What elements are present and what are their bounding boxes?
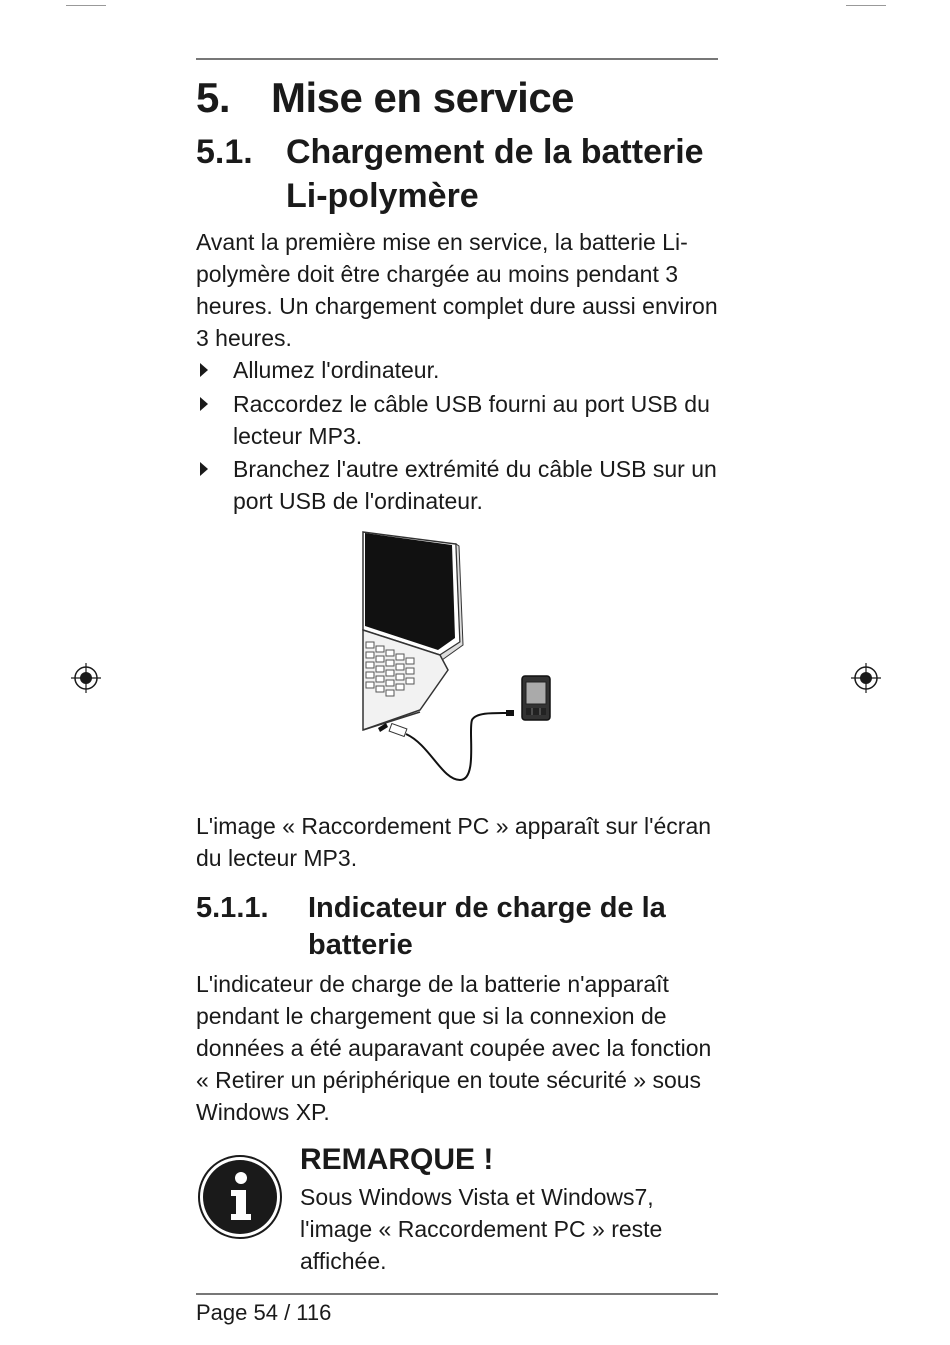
step-text: Raccordez le câble USB fourni au port USB du lecteur MP3. <box>233 390 710 449</box>
laptop-usb-connection-illustration <box>360 530 560 790</box>
crop-mark <box>66 5 106 6</box>
subsection-number: 5.1. <box>196 133 253 171</box>
top-rule <box>196 58 718 60</box>
intro-paragraph: Avant la première mise en service, la batterie Li-polymère doit être chargée au moins pendant 3 heures. Un chargement complet dure aussi environ 3 heures. <box>196 229 718 351</box>
crop-mark <box>846 5 886 6</box>
bottom-rule <box>196 1293 718 1295</box>
info-icon <box>197 1154 283 1240</box>
note-text: Sous Windows Vista et Windows7, l'image « Raccordement PC » reste affichée. <box>300 1184 663 1274</box>
section-title: Mise en service <box>271 74 575 121</box>
subsubsection-number: 5.1.1. <box>196 892 269 924</box>
list-item <box>196 354 718 386</box>
list-item <box>196 453 718 517</box>
step-text: Allumez l'ordinateur. <box>233 357 440 383</box>
bullet-arrow-icon <box>200 462 208 476</box>
after-figure-paragraph: L'image « Raccordement PC » apparaît sur l'écran du lecteur MP3. <box>196 813 712 871</box>
charge-paragraph: L'indicateur de charge de la batterie n'apparaît pendant le chargement que si la connexion de données a été auparavant coupée avec la fonction « Retirer un périphérique en toute sécurité » sous Windows XP. <box>196 971 712 1125</box>
subsection-title: Chargement de la batterie Li-polymère <box>286 133 704 215</box>
registration-mark-icon <box>851 663 881 693</box>
steps-list <box>196 354 718 519</box>
page-number: Page 54 / 116 <box>196 1300 332 1325</box>
bullet-arrow-icon <box>200 397 208 411</box>
section-heading <box>196 74 574 122</box>
subsubsection-title: Indicateur de charge de la batterie <box>308 892 666 961</box>
bullet-arrow-icon <box>200 363 208 377</box>
step-text: Branchez l'autre extrémité du câble USB sur un port USB de l'ordinateur. <box>233 456 717 514</box>
note-title: REMARQUE ! <box>300 1143 494 1176</box>
section-number: 5. <box>196 74 231 121</box>
list-item <box>196 388 718 452</box>
registration-mark-icon <box>71 663 101 693</box>
